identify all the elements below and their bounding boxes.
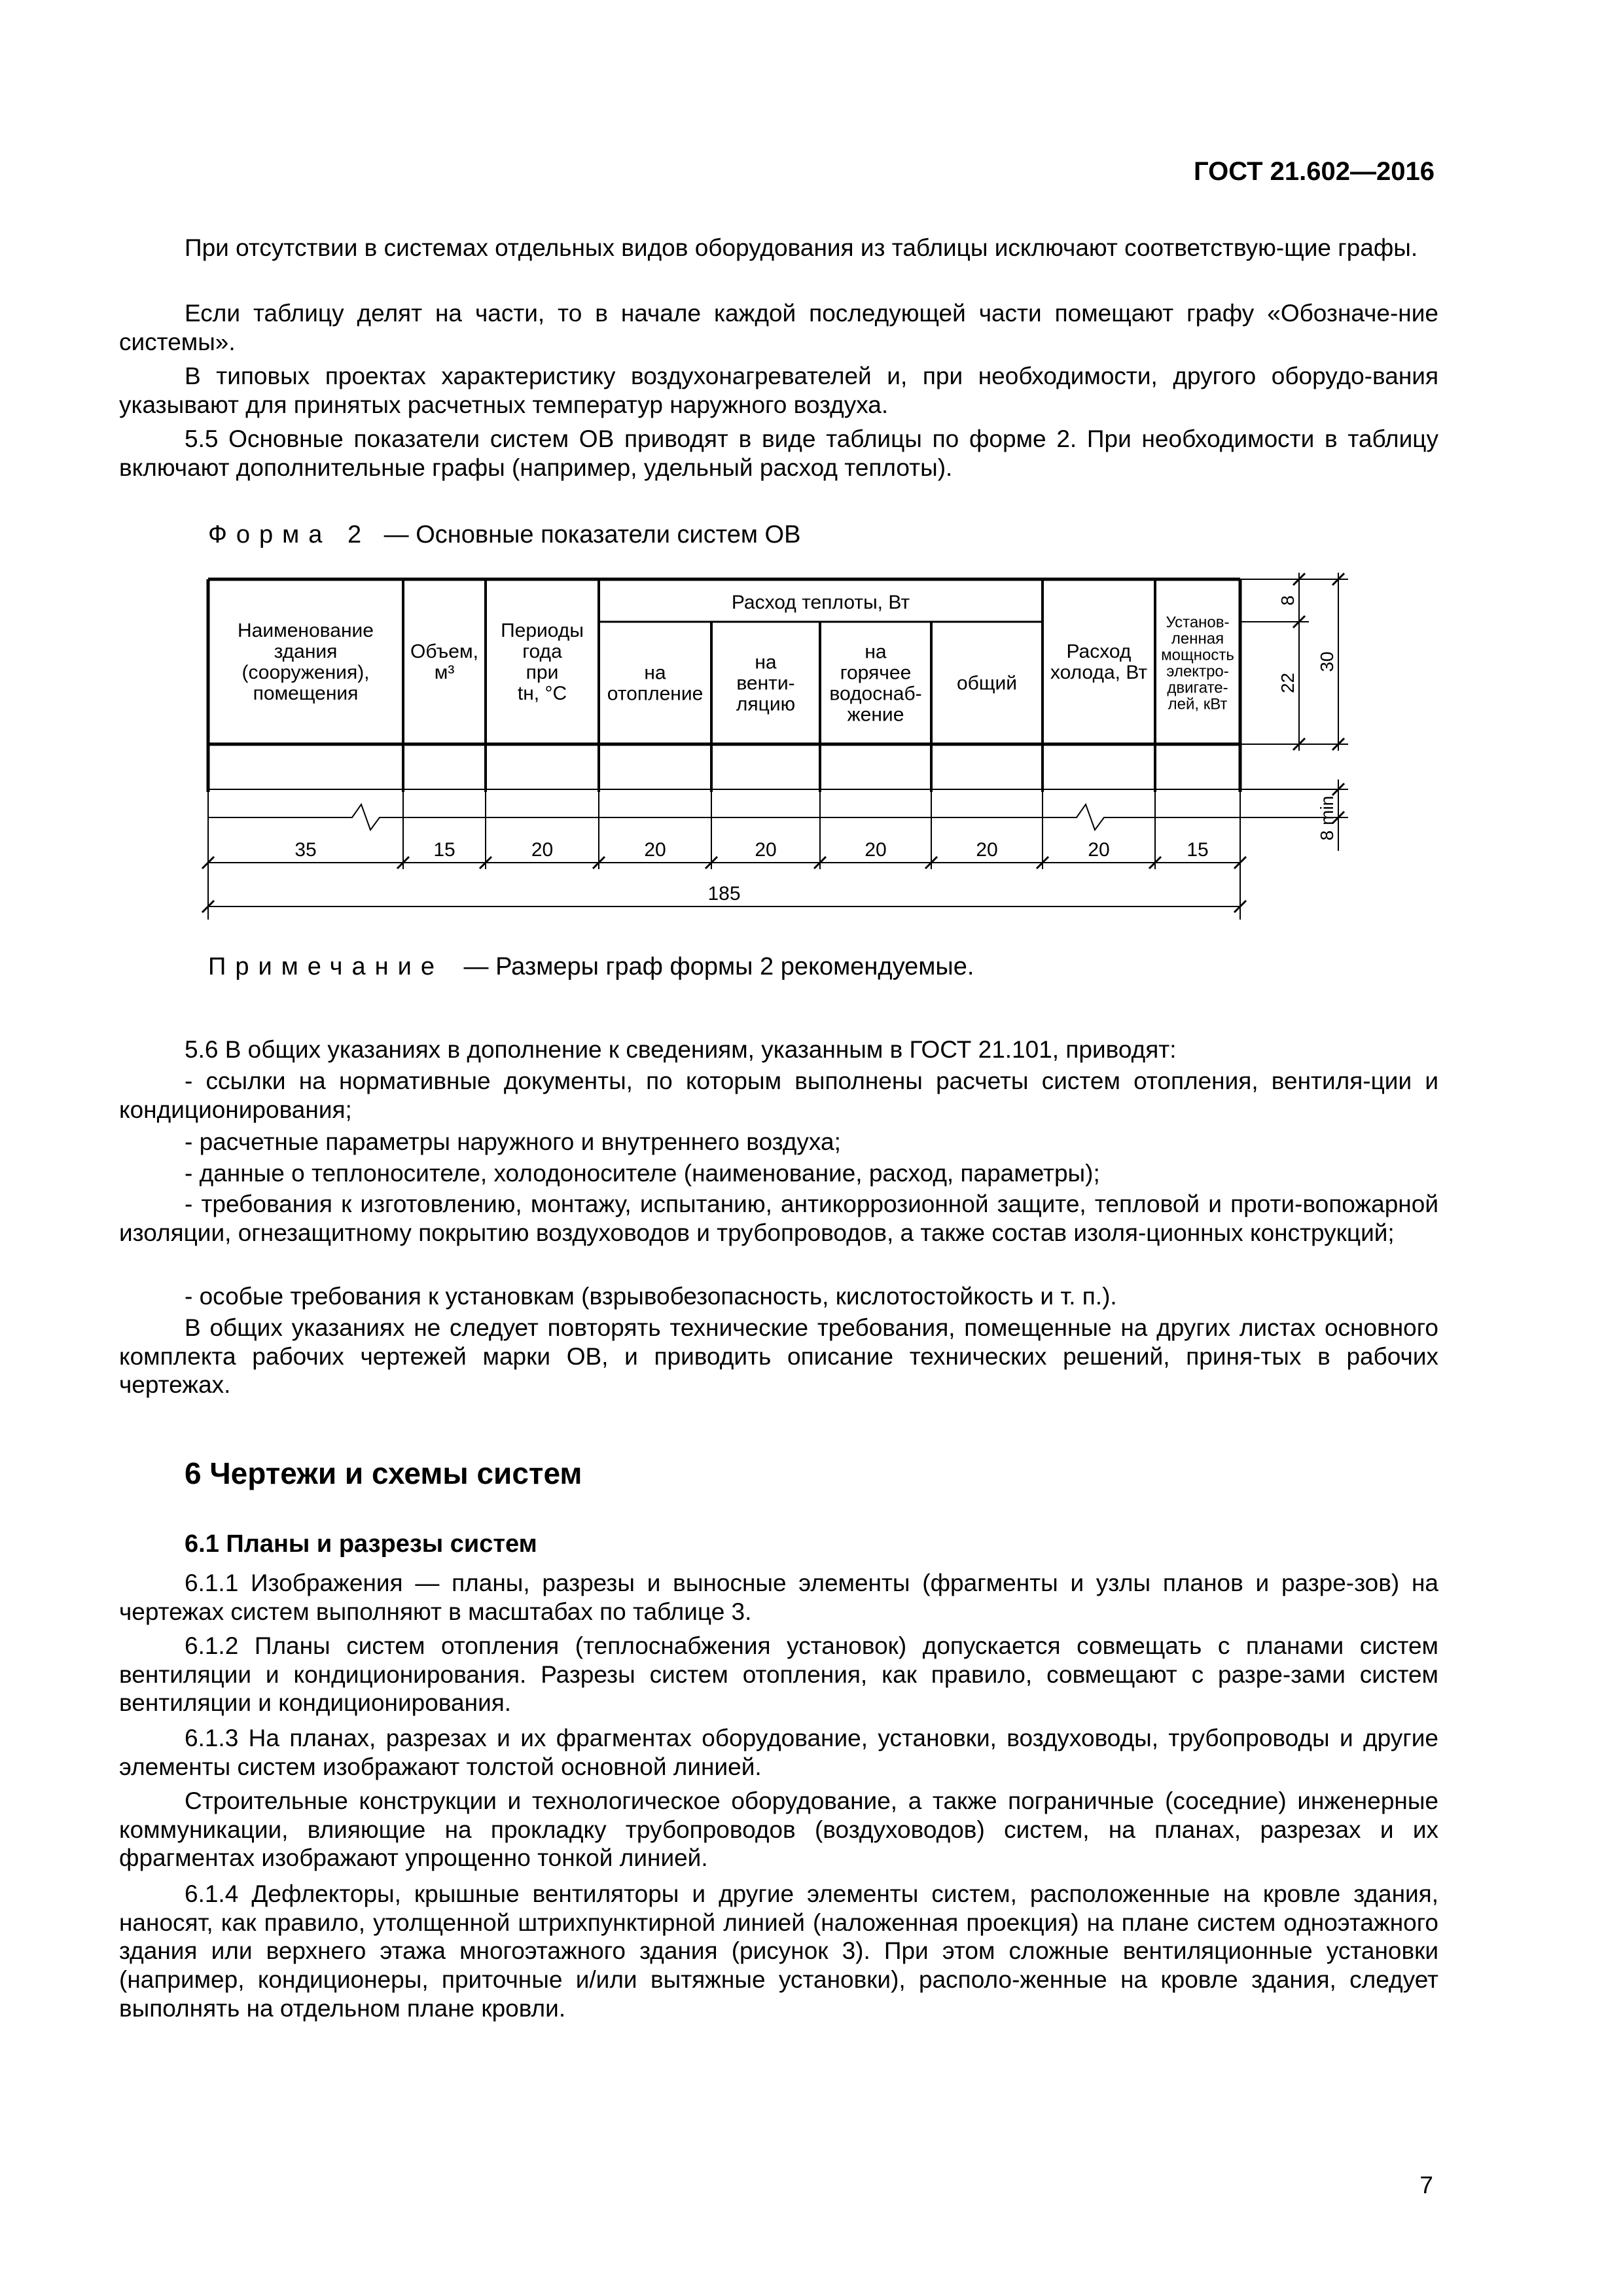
column-header-text: Установ- [1166,613,1230,632]
paragraph: - данные о теплоносителе, холодоносителе (наименование, расход, параметры); [185,1160,1100,1187]
form-caption-text: — Основные показатели систем ОВ [383,521,801,548]
column-header-text: помещения [253,683,359,704]
dimension-label: 8 min [1317,795,1337,841]
column-width-label: 20 [865,839,887,861]
paragraph: 6.1.3 На планах, разрезах и их фрагментах оборудование, установки, воздуховоды, трубопроводы и другие элементы систем изображают толстой основной линией. [119,1725,1438,1780]
form-note [208,953,974,981]
column-header-text: электро- [1166,662,1229,681]
paragraph: 6.1.2 Планы систем отопления (теплоснабжения установок) допускается совмещать с планами систем вентиляции и кондиционирования. Разрезы систем отопления, как правило, совмещают с разре-зами систем вентиляции и кондиционирования. [119,1632,1438,1717]
group-header-text: Расход теплоты, Вт [731,592,910,613]
column-header-text: жение [847,704,904,726]
section-heading: 6 Чертежи и схемы систем [185,1456,582,1490]
column-header-text: на [865,641,887,663]
column-width-label: 20 [976,839,998,861]
paragraph: - расчетные параметры наружного и внутреннего воздуха; [185,1128,841,1155]
dimension-label: 30 [1317,651,1337,672]
column-header-text: tн, °C [517,683,567,704]
form-note-label: Примечание [208,953,444,980]
paragraph: 5.6 В общих указаниях в дополнение к сведениям, указанным в ГОСТ 21.101, приводят: [185,1036,1177,1063]
paragraph: 6.1.4 Дефлекторы, крышные вентиляторы и другие элементы систем, расположенные на кровле здания, наносят, как правило, утолщенной штрихпунктирной линией (наложенная проекция) на плане систем одноэтажного здания или верхнего этажа многоэтажного здания (рисунок 3). При этом сложные вентиляционные установки (например, кондиционеры, приточные и/или вытяжные установки), располо-женные на кровле здания, следует выполнять на отдельном плане кровли. [119,1880,1438,2022]
column-header-text: на [755,651,777,673]
column-header-text: на [644,662,666,684]
form-caption-label: Форма 2 [208,521,371,548]
paragraph: - особые требования к установкам (взрывобезопасность, кислотостойкость и т. п.). [185,1283,1117,1310]
column-width-label: 35 [294,839,317,861]
paragraph: В типовых проектах характеристику воздухонагревателей и, при необходимости, другого оборудо-вания указывают для принятых расчетных температур наружного воздуха. [119,363,1438,418]
subsection-heading: 6.1 Планы и разрезы систем [185,1530,537,1558]
column-header-text: при [526,662,559,683]
break-line [208,804,1240,830]
column-header-text: Объем, [410,641,478,662]
document-code: ГОСТ 21.602—2016 [1193,157,1435,186]
column-header-text: отопление [607,683,704,705]
paragraph: - требования к изготовлению, монтажу, испытанию, антикоррозионной защите, тепловой и проти-вопожарной изоляции, огнезащитному покрытию воздуховодов и трубопроводов, а также состав изоля-ционных конструкций; [119,1191,1438,1246]
column-header-text: горячее [840,662,912,684]
total-width-label: 185 [707,883,741,905]
paragraph: 5.5 Основные показатели систем ОВ приводят в виде таблицы по форме 2. При необходимости в таблицу включают дополнительные графы (например, удельный расход теплоты). [119,425,1438,481]
column-header-text: Периоды [501,620,584,641]
page-number: 7 [1419,2172,1433,2198]
form-2-drawing [0,0,1623,982]
paragraph: Если таблицу делят на части, то в начале каждой последующей части помещают графу «Обозначе-ние системы». [119,300,1438,355]
column-header-text: ленная [1171,630,1224,648]
column-header-text: общий [956,672,1018,694]
column-header-text: года [522,641,562,662]
column-width-label: 20 [1088,839,1110,861]
column-header-text: двигате- [1167,679,1228,697]
paragraph: - ссылки на нормативные документы, по которым выполнены расчеты систем отопления, вентиля-ции и кондиционирования; [119,1067,1438,1123]
column-width-label: 15 [1186,839,1209,861]
column-width-label: 15 [433,839,455,861]
paragraph: При отсутствии в системах отдельных видов оборудования из таблицы исключают соответствую-щие графы. [185,234,1418,261]
paragraph: Строительные конструкции и технологическое оборудование, а также пограничные (соседние) инженерные коммуникации, влияющие на прокладку трубопроводов (воздуховодов) систем, на планах, разрезах и их фрагментах изображают упрощенно тонкой линией. [119,1787,1438,1872]
dimension-label: 8 [1277,595,1298,606]
column-header-text: водоснаб- [829,683,922,705]
column-header-text: м³ [434,662,455,683]
column-header-text: холода, Вт [1050,662,1148,683]
form-note-text: — Размеры граф формы 2 рекомендуемые. [463,953,974,980]
column-header-text: венти- [736,672,795,694]
column-header-text: (сооружения), [241,662,370,683]
column-width-label: 20 [755,839,777,861]
dimension-label: 22 [1277,672,1298,694]
paragraph: В общих указаниях не следует повторять технические требования, помещенные на других листах основного комплекта рабочих чертежей марки ОВ, и приводить описание технических решений, приня-тых в рабочих чертежах. [119,1314,1438,1399]
column-width-label: 20 [644,839,666,861]
column-header-text: лей, кВт [1168,695,1228,713]
column-header-text: здания [274,641,338,662]
column-width-label: 20 [531,839,554,861]
paragraph: 6.1.1 Изображения — планы, разрезы и выносные элементы (фрагменты и узлы планов и разре-зов) на чертежах систем выполняют в масштабах по таблице 3. [119,1570,1438,1625]
column-header-text: Наименование [238,620,374,641]
column-header-text: мощность [1161,646,1234,664]
column-header-text: Расход [1066,641,1132,662]
column-header-text: ляцию [736,693,796,715]
